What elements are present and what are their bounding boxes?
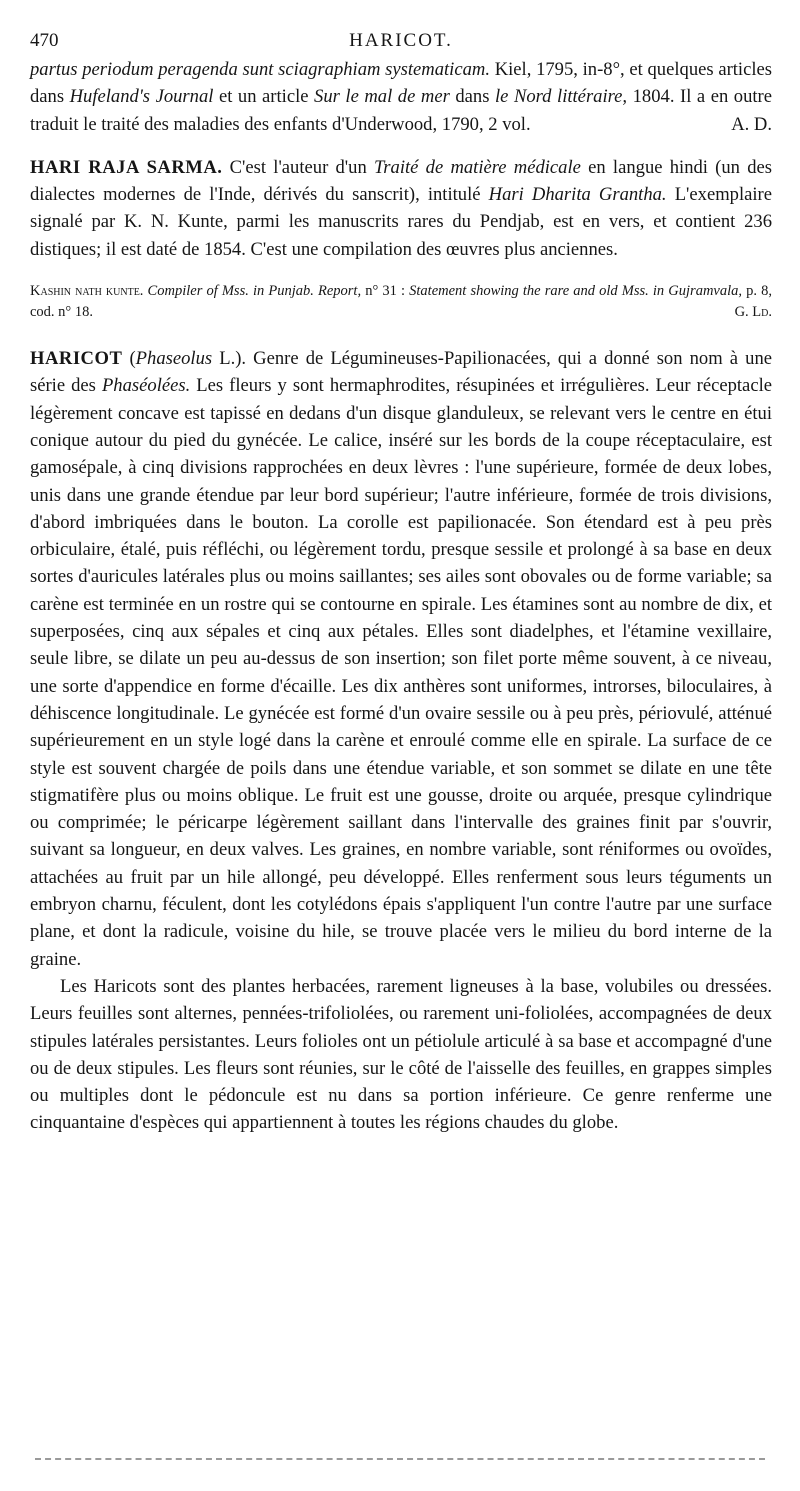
entry-headword: HARI RAJA SARMA.: [30, 156, 223, 178]
tribe-name: Phaséolées.: [101, 375, 191, 397]
article-title: Sur le mal de mer: [314, 86, 450, 108]
entry-haricot: [30, 345, 772, 973]
journal-title: Hufeland's Journal: [69, 86, 214, 108]
entry-haricot-paragraph-2: Les Haricots sont des plantes herbacées, rarement ligneuses à la base, volubiles ou dressées. Leurs feuilles sont alternes, pennées-trifoliolées, ou rarement uni-foliolées, accompagnées de deux stipules latérales persistantes. Leurs folioles ont un pétiolule articulé à sa base et accompagné d'une ou de deux stipules. Les fleurs sont réunies, sur le côté de l'aisselle des feuilles, en grappes simples ou multiples dont le pédoncule est nu dans sa portion inférieure. Ce genre renferme une cinquantaine d'espèces qui appartiennent à toutes les régions chaudes du globe.: [30, 975, 772, 1134]
bibliography-author: Kashin nath kunte.: [30, 283, 144, 300]
periodical-title: le Nord littéraire,: [494, 86, 628, 108]
work-title: Hari Dharita Grantha.: [488, 184, 667, 206]
entry-headword: HARICOT: [30, 348, 123, 370]
entry-text: en langue hindi (un des dialectes modernes de l'Inde, dérivés du sanscrit), intitulé: [30, 156, 772, 206]
bibliography-title: Compiler of Mss. in Punjab. Report,: [143, 283, 362, 300]
continuation-text: dans: [449, 86, 495, 108]
author-signature: A. D.: [731, 113, 772, 135]
bibliography-signature: G. Ld.: [734, 304, 772, 321]
entry-text: Les fleurs y sont hermaphrodites, résupinées et irrégulières. Leur réceptacle légèrement concave est tapissé en dedans d'un disque glanduleux, se relevant vers le centre en étui conique autour du pied du gynécée. Le calice, inséré sur les bords de la coupe réceptaculaire, est gamosépale, à cinq divisions rapprochées en deux lèvres : l'une supérieure, formée de deux lobes, unis dans une grande étendue par leur bord supérieur; l'autre inférieure, formée de trois divisions, d'abord imbriquées dans le bouton. La corolle est papilionacée. Son étendard est à peu près orbiculaire, étalé, puis réfléchi, ou légèrement tordu, presque sessile et prolongé à sa base en deux sortes d'auricules latérales plus ou moins saillantes; ses ailes sont obovales ou de forme variable; sa carène est terminée en un rostre qui se contourne en spirale. Les étamines sont au nombre de dix, et superposées, cinq aux sépales et cinq aux pétales. Elles sont diadelphes, et l'étamine vexillaire, seule libre, se dilate un peu au-dessus de son insertion; son filet porte même souvent, à ce niveau, une sorte d'appendice en forme d'écaille. Les dix anthères sont uniformes, introrses, biloculaires, à déhiscence longitudinale. Le gynécée est formé d'un ovaire sessile ou à peu près, périovulé, atténué supérieurement en un style logé dans la carène et enroulé comme elle en spirale. La surface de ce style est souvent chargée de poils dans une étendue variable, et son sommet se dilate en une tête stigmatifère plus ou moins oblique. Le fruit est une gousse, droite ou arquée, presque cylindrique ou comprimée; le péricarpe légèrement saillant dans l'intervalle des graines finit par s'ouvrir, suivant sa longueur, en deux valves. Les graines, en nombre variable, sont réniformes ou ovoïdes, attachées au fruit par un hile allongé, peu développé. Elles renferment sous leurs téguments un embryon charnu, féculent, dont les cotylédons épais s'appliquent l'un contre l'autre par une surface plane, et dont la radicule, voisine du hile, se trouve placée vers le milieu du bord interne de la graine.: [30, 375, 772, 970]
latin-title: partus periodum peragenda sunt sciagraphiam systematicam.: [30, 59, 490, 80]
continuation-text: Kiel, 1795, in-8°, et quelques articles dans: [30, 59, 772, 108]
entry-hari-raja-sarma: [30, 154, 772, 263]
page-header: [30, 30, 772, 56]
continuation-text: 1804. Il a en outre traduit le traité des maladies des enfants d'Underwood, 1790, 2 vol.: [30, 86, 772, 135]
bibliography-note: [30, 281, 772, 323]
entry-text: C'est l'auteur d'un: [222, 156, 374, 178]
bibliography-text: n° 31 :: [361, 283, 410, 300]
genus-name: Phaseolus: [135, 348, 213, 370]
continuation-text: et un article: [213, 86, 315, 108]
work-title: Traité de matière médicale: [373, 156, 581, 178]
bibliography-title: Statement showing the rare and old Mss. in Gujramvala,: [409, 283, 743, 300]
footer-divider: [35, 1458, 765, 1460]
bibliography-text: p. 8, cod. n° 18.: [30, 283, 773, 321]
continuation-paragraph: [30, 56, 772, 138]
page-number: 470: [30, 30, 59, 51]
entry-text: L'exemplaire signalé par K. N. Kunte, parmi les manuscrits rares du Pendjab, est en vers, et contient 236 distiques; il est daté de 1854. C'est une compilation des œuvres plus anciennes.: [30, 184, 772, 260]
entry-text: (: [122, 348, 136, 370]
running-head: HARICOT.: [349, 30, 453, 51]
entry-text: L.). Genre de Légumineuses-Papilionacées, qui a donné son nom à une série des: [30, 348, 773, 397]
page: [30, 30, 772, 1137]
